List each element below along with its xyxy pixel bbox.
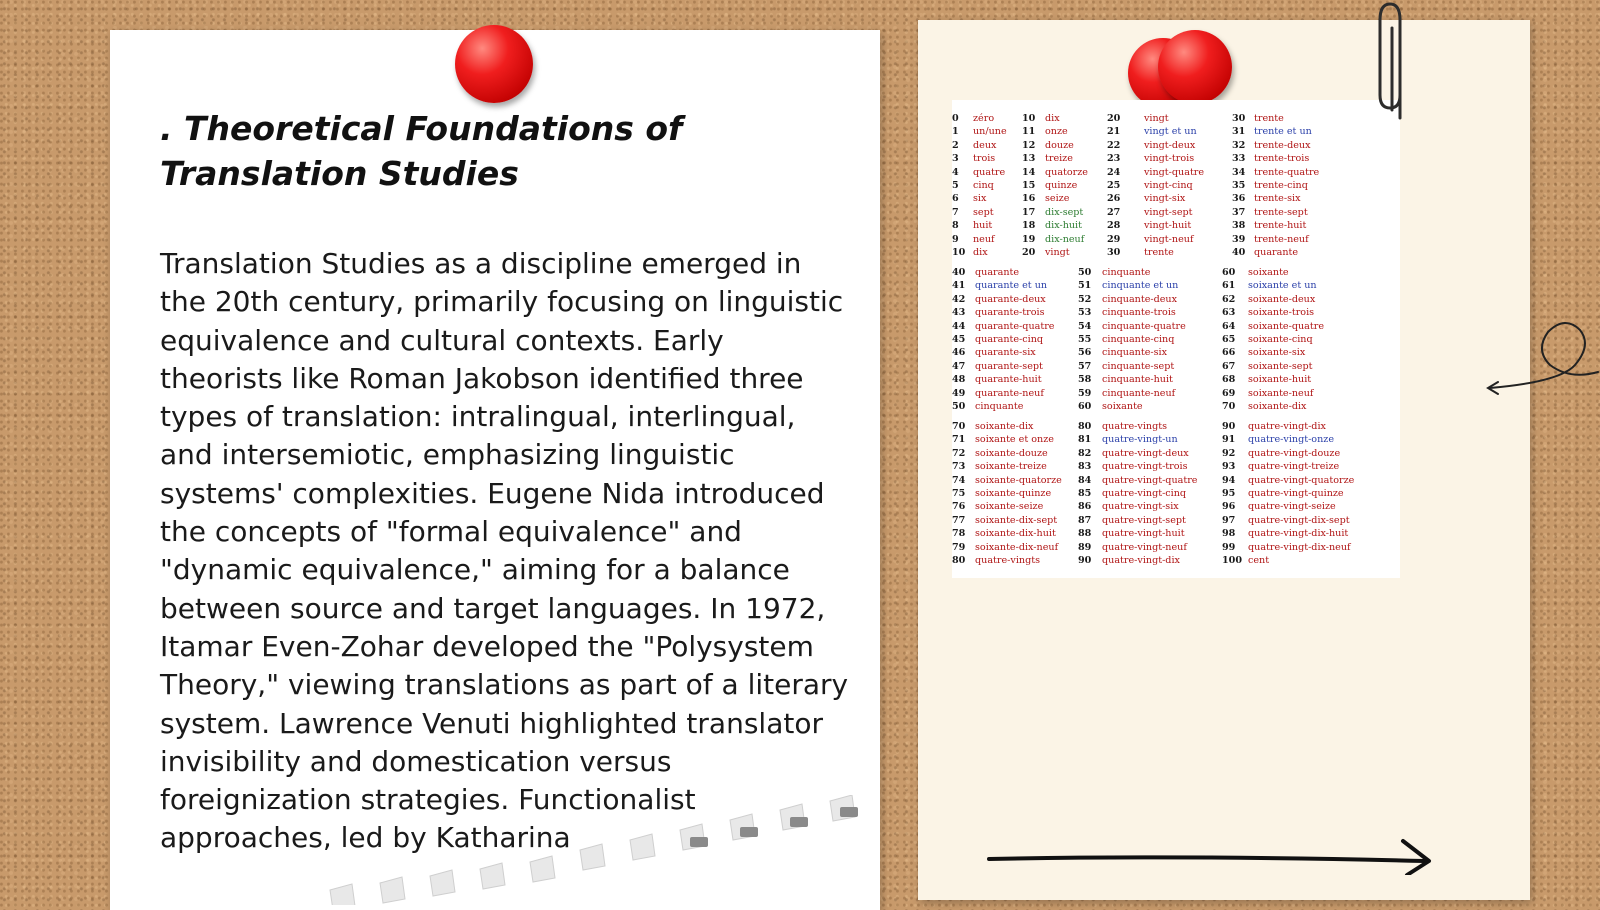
number-digit: 96 xyxy=(1222,501,1236,513)
number-word: quinze xyxy=(1045,179,1078,191)
number-word: quarante-cinq xyxy=(975,333,1044,345)
number-digit: 55 xyxy=(1078,333,1092,345)
number-digit: 53 xyxy=(1078,307,1092,319)
number-digit: 50 xyxy=(1078,267,1092,278)
number-digit: 12 xyxy=(1022,139,1036,151)
number-word: soixante-sept xyxy=(1248,360,1313,372)
number-word: vingt-deux xyxy=(1144,139,1196,151)
number-digit: 65 xyxy=(1222,333,1236,345)
number-word: dix-huit xyxy=(1045,220,1082,232)
number-word: soixante-quinze xyxy=(975,487,1052,499)
number-word: trente-cinq xyxy=(1254,179,1308,191)
number-digit: 33 xyxy=(1232,153,1246,165)
number-word: trente-sept xyxy=(1254,206,1308,218)
number-table-row xyxy=(952,139,1400,152)
number-table-row xyxy=(952,125,1400,138)
number-word: quatre-vingt-dix-sept xyxy=(1248,514,1350,526)
number-digit: 89 xyxy=(1078,541,1092,553)
number-word: vingt-trois xyxy=(1144,153,1195,165)
number-digit: 80 xyxy=(1078,421,1092,432)
number-table-row xyxy=(952,219,1400,232)
number-word: cinquante-neuf xyxy=(1102,387,1176,399)
number-word: soixante-dix xyxy=(975,421,1034,432)
number-word: quatre-vingt-neuf xyxy=(1102,541,1187,553)
number-digit: 38 xyxy=(1232,220,1246,232)
number-word: quatre-vingt-trois xyxy=(1102,461,1188,473)
number-digit: 13 xyxy=(1022,153,1036,165)
number-word: soixante et onze xyxy=(975,434,1054,446)
number-digit: 40 xyxy=(952,267,966,278)
number-digit: 73 xyxy=(952,461,966,473)
number-word: quatre-vingt-un xyxy=(1102,434,1178,446)
number-digit: 78 xyxy=(952,528,966,540)
number-table-row xyxy=(952,306,1400,319)
number-digit: 41 xyxy=(952,280,966,292)
number-digit: 44 xyxy=(952,320,966,332)
number-digit: 3 xyxy=(952,153,959,165)
number-word: quatre-vingt-seize xyxy=(1248,501,1336,513)
number-word: soixante et un xyxy=(1248,280,1317,292)
paperclip-icon xyxy=(1370,0,1420,120)
number-table-row xyxy=(952,373,1400,386)
number-digit: 23 xyxy=(1107,153,1121,165)
number-word: deux xyxy=(973,139,997,151)
number-digit: 97 xyxy=(1222,514,1236,526)
number-digit: 45 xyxy=(952,333,966,345)
number-word: vingt-sept xyxy=(1144,206,1193,218)
number-digit: 37 xyxy=(1232,206,1246,218)
number-table-row xyxy=(952,320,1400,333)
number-table-row xyxy=(952,474,1400,487)
number-digit: 29 xyxy=(1107,233,1121,245)
number-digit: 82 xyxy=(1078,447,1092,459)
number-word: soixante-dix-huit xyxy=(975,528,1056,540)
number-digit: 79 xyxy=(952,541,966,553)
number-word: dix xyxy=(973,246,988,258)
number-table-row xyxy=(952,246,1400,259)
number-digit: 92 xyxy=(1222,447,1236,459)
number-digit: 67 xyxy=(1222,360,1236,372)
number-digit: 52 xyxy=(1078,293,1092,305)
number-digit: 34 xyxy=(1232,166,1246,178)
number-digit: 21 xyxy=(1107,126,1121,138)
number-word: quarante xyxy=(1254,246,1299,258)
number-word: quatre-vingt-sept xyxy=(1102,514,1186,526)
number-word: quatre-vingt-treize xyxy=(1248,461,1340,473)
number-digit: 60 xyxy=(1078,400,1092,412)
french-numbers-table xyxy=(952,100,1400,578)
number-digit: 94 xyxy=(1222,474,1236,486)
number-word: quatre-vingt-quatorze xyxy=(1248,474,1355,486)
number-table-row xyxy=(952,279,1400,292)
number-word: sept xyxy=(973,206,994,218)
number-word: cinquante-six xyxy=(1102,347,1168,359)
number-digit: 4 xyxy=(952,166,959,178)
number-digit: 66 xyxy=(1222,347,1236,359)
number-digit: 10 xyxy=(1022,113,1036,124)
number-digit: 87 xyxy=(1078,514,1092,526)
number-digit: 98 xyxy=(1222,528,1236,540)
number-word: un/une xyxy=(973,126,1007,138)
number-digit: 49 xyxy=(952,387,966,399)
number-digit: 14 xyxy=(1022,166,1036,178)
number-digit: 69 xyxy=(1222,387,1236,399)
number-digit: 68 xyxy=(1222,374,1236,386)
number-word: quarante xyxy=(975,267,1020,278)
number-word: soixante-douze xyxy=(975,447,1048,459)
number-table-row xyxy=(952,346,1400,359)
number-word: soixante-dix xyxy=(1248,400,1307,412)
number-word: quarante-sept xyxy=(975,360,1043,372)
number-word: quatre-vingt-dix-huit xyxy=(1248,528,1349,540)
number-digit: 60 xyxy=(1222,267,1236,278)
number-digit: 22 xyxy=(1107,139,1121,151)
number-word: vingt-cinq xyxy=(1144,179,1193,191)
number-word: trente-huit xyxy=(1254,220,1307,232)
number-digit: 40 xyxy=(1232,246,1246,258)
number-word: quatre-vingt-dix xyxy=(1248,421,1326,432)
number-table-row xyxy=(952,420,1400,433)
number-digit: 91 xyxy=(1222,434,1236,446)
number-word: quarante et un xyxy=(975,280,1048,292)
number-word: soixante-seize xyxy=(975,501,1044,513)
number-word: soixante-dix-neuf xyxy=(975,541,1059,553)
number-word: cinquante xyxy=(1102,267,1151,278)
number-word: soixante-six xyxy=(1248,347,1306,359)
note-body-text: Translation Studies as a discipline emerged in the 20th century, primarily focusing on linguistic equivalence and cultural contexts. Early theorists like Roman Jakobson identified three types of translation: intralingual, interlingual, and intersemiotic, emphasizing linguistic systems' complexities. Eugene Nida introduced the concepts of "formal equivalence" and "dynamic equivalence," aiming for a balance between source and target languages. In 1972, Itamar Even-Zohar developed the "Polysystem Theory," viewing translations as part of a literary system. Lawrence Venuti highlighted translator invisibility and domestication versus foreignization strategies. Functionalist approaches, led by Katharina xyxy=(160,247,849,855)
number-table-row xyxy=(952,192,1400,205)
number-word: cinquante-trois xyxy=(1102,307,1176,319)
number-word: dix-neuf xyxy=(1045,233,1085,245)
number-digit: 99 xyxy=(1222,541,1236,553)
number-word: trente-six xyxy=(1254,193,1301,205)
number-digit: 30 xyxy=(1107,246,1121,258)
number-digit: 32 xyxy=(1232,139,1246,151)
number-table-block xyxy=(952,266,1400,413)
number-digit: 8 xyxy=(952,220,959,232)
number-digit: 11 xyxy=(1022,126,1036,138)
number-digit: 17 xyxy=(1022,206,1036,218)
number-word: vingt xyxy=(1045,246,1070,258)
number-digit: 50 xyxy=(952,400,966,412)
number-digit: 76 xyxy=(952,501,966,513)
number-digit: 90 xyxy=(1078,554,1092,566)
number-word: cinquante-huit xyxy=(1102,374,1173,386)
number-word: quatre-vingt-deux xyxy=(1102,447,1189,459)
number-digit: 64 xyxy=(1222,320,1236,332)
number-digit: 0 xyxy=(952,113,959,124)
note-title: . Theoretical Foundations of Translation Studies xyxy=(160,109,683,193)
number-digit: 57 xyxy=(1078,360,1092,372)
number-digit: 42 xyxy=(952,293,966,305)
number-table-row xyxy=(952,541,1400,554)
number-digit: 63 xyxy=(1222,307,1236,319)
number-table-row xyxy=(952,166,1400,179)
number-table-row xyxy=(952,293,1400,306)
number-digit: 2 xyxy=(952,139,959,151)
number-word: cinquante et un xyxy=(1102,280,1179,292)
number-digit: 47 xyxy=(952,360,966,372)
number-digit: 83 xyxy=(1078,461,1092,473)
number-word: dix-sept xyxy=(1045,206,1084,218)
number-word: vingt xyxy=(1144,113,1169,124)
number-digit: 100 xyxy=(1222,554,1243,566)
number-table-row xyxy=(952,266,1400,279)
number-word: cinq xyxy=(973,179,994,191)
number-word: quatre-vingt-quinze xyxy=(1248,487,1344,499)
curl-arrow-doodle-icon xyxy=(1480,310,1600,410)
number-word: quarante-neuf xyxy=(975,387,1044,399)
number-digit: 48 xyxy=(952,374,966,386)
number-word: vingt-neuf xyxy=(1144,233,1194,245)
number-table-row xyxy=(952,433,1400,446)
number-table-row xyxy=(952,400,1400,413)
number-word: soixante-neuf xyxy=(1248,387,1314,399)
number-digit: 70 xyxy=(1222,400,1236,412)
arrow-right-icon xyxy=(985,835,1455,875)
number-table-row xyxy=(952,206,1400,219)
number-word: quatre-vingt-dix xyxy=(1102,554,1180,566)
number-word: dix xyxy=(1045,113,1060,124)
number-digit: 56 xyxy=(1078,347,1092,359)
number-digit: 30 xyxy=(1232,113,1246,124)
number-word: vingt et un xyxy=(1144,126,1197,138)
number-table-block xyxy=(952,112,1400,259)
number-digit: 77 xyxy=(952,514,966,526)
number-word: trente xyxy=(1254,113,1284,124)
number-table-row xyxy=(952,387,1400,400)
number-word: trente-trois xyxy=(1254,153,1310,165)
number-word: trente-deux xyxy=(1254,139,1311,151)
number-word: soixante xyxy=(1248,267,1289,278)
number-word: quarante-quatre xyxy=(975,320,1055,332)
number-word: quatre-vingts xyxy=(975,554,1040,566)
number-word: soixante-dix-sept xyxy=(975,514,1058,526)
torn-paper-pieces-icon xyxy=(300,795,880,905)
number-digit: 74 xyxy=(952,474,966,486)
number-word: trente et un xyxy=(1254,126,1312,138)
number-digit: 25 xyxy=(1107,179,1121,191)
number-word: huit xyxy=(973,220,993,232)
number-word: treize xyxy=(1045,153,1073,165)
number-digit: 95 xyxy=(1222,487,1236,499)
number-digit: 71 xyxy=(952,434,966,446)
number-word: quatorze xyxy=(1045,166,1088,178)
number-table-row xyxy=(952,514,1400,527)
red-pushpin-icon xyxy=(1158,30,1232,104)
number-digit: 86 xyxy=(1078,501,1092,513)
number-word: quatre-vingt-onze xyxy=(1248,434,1334,446)
number-digit: 36 xyxy=(1232,193,1246,205)
number-word: cinquante-cinq xyxy=(1102,333,1175,345)
number-table-row xyxy=(952,233,1400,246)
number-word: seize xyxy=(1045,193,1070,205)
number-word: quarante-six xyxy=(975,347,1036,359)
number-digit: 88 xyxy=(1078,528,1092,540)
number-word: quatre-vingt-douze xyxy=(1248,447,1341,459)
number-word: cent xyxy=(1248,554,1270,566)
number-word: vingt-huit xyxy=(1144,220,1192,232)
number-digit: 59 xyxy=(1078,387,1092,399)
number-word: trente-neuf xyxy=(1254,233,1309,245)
number-word: cinquante xyxy=(975,400,1024,412)
number-word: soixante-quatre xyxy=(1248,320,1325,332)
number-word: vingt-six xyxy=(1144,193,1186,205)
number-table-row xyxy=(952,179,1400,192)
number-word: vingt-quatre xyxy=(1144,166,1205,178)
number-word: soixante-cinq xyxy=(1248,333,1313,345)
number-table-row xyxy=(952,527,1400,540)
number-digit: 24 xyxy=(1107,166,1121,178)
number-word: soixante-treize xyxy=(975,461,1047,473)
number-word: soixante-deux xyxy=(1248,293,1316,305)
number-digit: 84 xyxy=(1078,474,1092,486)
number-digit: 9 xyxy=(952,233,959,245)
number-digit: 15 xyxy=(1022,179,1036,191)
number-word: trois xyxy=(973,153,996,165)
number-word: soixante xyxy=(1102,400,1143,412)
number-digit: 31 xyxy=(1232,126,1246,138)
number-word: quatre xyxy=(973,166,1006,178)
number-table-row xyxy=(952,500,1400,513)
number-digit: 20 xyxy=(1022,246,1036,258)
number-digit: 43 xyxy=(952,307,966,319)
number-word: cinquante-quatre xyxy=(1102,320,1186,332)
number-digit: 16 xyxy=(1022,193,1036,205)
number-digit: 46 xyxy=(952,347,966,359)
number-word: quatre-vingt-six xyxy=(1102,501,1179,513)
number-word: soixante-huit xyxy=(1248,374,1312,386)
number-word: zéro xyxy=(973,113,995,124)
number-word: six xyxy=(973,193,987,205)
number-digit: 27 xyxy=(1107,206,1121,218)
number-word: quatre-vingt-quatre xyxy=(1102,474,1198,486)
number-digit: 26 xyxy=(1107,193,1121,205)
number-digit: 35 xyxy=(1232,179,1246,191)
number-word: quatre-vingt-dix-neuf xyxy=(1248,541,1351,553)
number-digit: 51 xyxy=(1078,280,1092,292)
number-table-row xyxy=(952,333,1400,346)
number-digit: 85 xyxy=(1078,487,1092,499)
number-digit: 54 xyxy=(1078,320,1092,332)
number-digit: 6 xyxy=(952,193,959,205)
number-digit: 70 xyxy=(952,421,966,432)
number-digit: 81 xyxy=(1078,434,1092,446)
number-digit: 90 xyxy=(1222,421,1236,432)
number-word: quarante-trois xyxy=(975,307,1045,319)
number-table-row xyxy=(952,112,1400,125)
number-digit: 18 xyxy=(1022,220,1036,232)
number-word: trente-quatre xyxy=(1254,166,1320,178)
number-digit: 80 xyxy=(952,554,966,566)
number-word: quatre-vingt-cinq xyxy=(1102,487,1187,499)
number-digit: 75 xyxy=(952,487,966,499)
red-pushpin-icon xyxy=(455,25,533,103)
number-word: trente xyxy=(1144,246,1174,258)
number-table-row xyxy=(952,447,1400,460)
number-word: onze xyxy=(1045,126,1068,138)
number-digit: 20 xyxy=(1107,113,1121,124)
number-digit: 93 xyxy=(1222,461,1236,473)
number-table-row xyxy=(952,360,1400,373)
number-table-row xyxy=(952,487,1400,500)
number-word: cinquante-sept xyxy=(1102,360,1175,372)
number-word: cinquante-deux xyxy=(1102,293,1178,305)
number-word: quarante-deux xyxy=(975,293,1046,305)
number-word: douze xyxy=(1045,139,1074,151)
number-digit: 62 xyxy=(1222,293,1236,305)
number-word: quatre-vingts xyxy=(1102,421,1167,432)
number-digit: 28 xyxy=(1107,220,1121,232)
number-word: soixante-trois xyxy=(1248,307,1315,319)
number-digit: 58 xyxy=(1078,374,1092,386)
number-digit: 39 xyxy=(1232,233,1246,245)
number-table-row xyxy=(952,460,1400,473)
number-word: neuf xyxy=(973,233,995,245)
number-word: quatre-vingt-huit xyxy=(1102,528,1185,540)
number-digit: 19 xyxy=(1022,233,1036,245)
number-word: soixante-quatorze xyxy=(975,474,1062,486)
number-digit: 1 xyxy=(952,126,959,138)
number-digit: 7 xyxy=(952,206,959,218)
number-digit: 72 xyxy=(952,447,966,459)
number-table-block xyxy=(952,420,1400,567)
number-digit: 61 xyxy=(1222,280,1236,292)
number-digit: 5 xyxy=(952,179,959,191)
number-table-row xyxy=(952,554,1400,567)
number-word: quarante-huit xyxy=(975,374,1042,386)
number-digit: 10 xyxy=(952,246,966,258)
number-table-row xyxy=(952,152,1400,165)
